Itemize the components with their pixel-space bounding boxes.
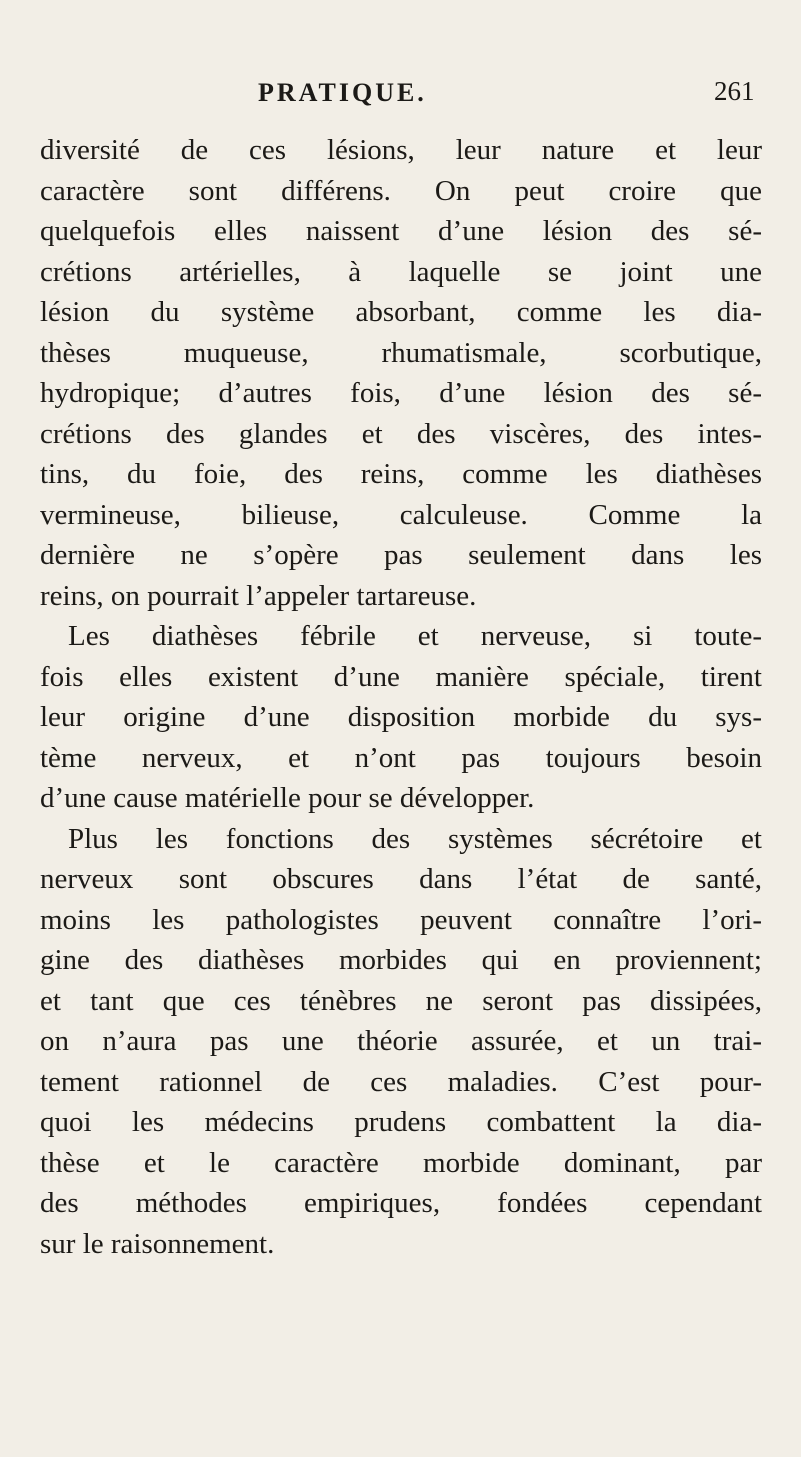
text-line: quelquefois elles naissent d’une lésion des sé- bbox=[40, 215, 762, 247]
running-head: PRATIQUE. bbox=[258, 78, 427, 107]
text-line: fois elles existent d’une manière spéciale, tirent bbox=[40, 660, 762, 693]
text-line: tins, du foie, des reins, comme les diathèses bbox=[40, 458, 762, 490]
text-line: caractère sont différens. On peut croire que bbox=[40, 174, 762, 207]
text-line: nerveux sont obscures dans l’état de santé, bbox=[40, 863, 762, 895]
text-line: diversité de ces lésions, leur nature et leur bbox=[40, 134, 762, 166]
text-line: Les diathèses fébrile et nerveuse, si toute- bbox=[68, 620, 762, 652]
text-line: hydropique; d’autres fois, d’une lésion des sé- bbox=[40, 377, 762, 409]
text-line: thèse et le caractère morbide dominant, par bbox=[40, 1146, 762, 1179]
text-line: quoi les médecins prudens combattent la dia- bbox=[40, 1106, 762, 1138]
text-line: thèses muqueuse, rhumatismale, scorbutique, bbox=[40, 336, 762, 369]
text-line: lésion du système absorbant, comme les dia- bbox=[40, 296, 762, 328]
text-line: sur le raisonnement. bbox=[40, 1227, 275, 1260]
text-line: gine des diathèses morbides qui en proviennent; bbox=[40, 944, 762, 976]
text-line: leur origine d’une disposition morbide du sys- bbox=[40, 701, 762, 733]
text-line: Plus les fonctions des systèmes sécrétoire et bbox=[68, 822, 762, 855]
text-line: on n’aura pas une théorie assurée, et un trai- bbox=[40, 1025, 762, 1057]
text-line: reins, on pourrait l’appeler tartareuse. bbox=[40, 579, 477, 612]
text-line: tème nerveux, et n’ont pas toujours besoin bbox=[40, 741, 762, 774]
page-number: 261 bbox=[714, 76, 755, 106]
text-line: d’une cause matérielle pour se développer. bbox=[40, 782, 535, 814]
text-line: vermineuse, bilieuse, calculeuse. Comme la bbox=[40, 498, 762, 531]
text-line: crétions artérielles, à laquelle se joint une bbox=[40, 255, 762, 288]
text-line: moins les pathologistes peuvent connaître l’ori- bbox=[40, 903, 762, 936]
text-line: dernière ne s’opère pas seulement dans les bbox=[40, 539, 762, 571]
text-line: et tant que ces ténèbres ne seront pas dissipées, bbox=[40, 984, 762, 1017]
text-line: tement rationnel de ces maladies. C’est pour- bbox=[40, 1065, 762, 1098]
text-line: des méthodes empiriques, fondées cependant bbox=[40, 1187, 762, 1219]
text-line: crétions des glandes et des viscères, des intes- bbox=[40, 417, 762, 450]
body-text bbox=[40, 130, 762, 1264]
page-header bbox=[0, 74, 801, 114]
